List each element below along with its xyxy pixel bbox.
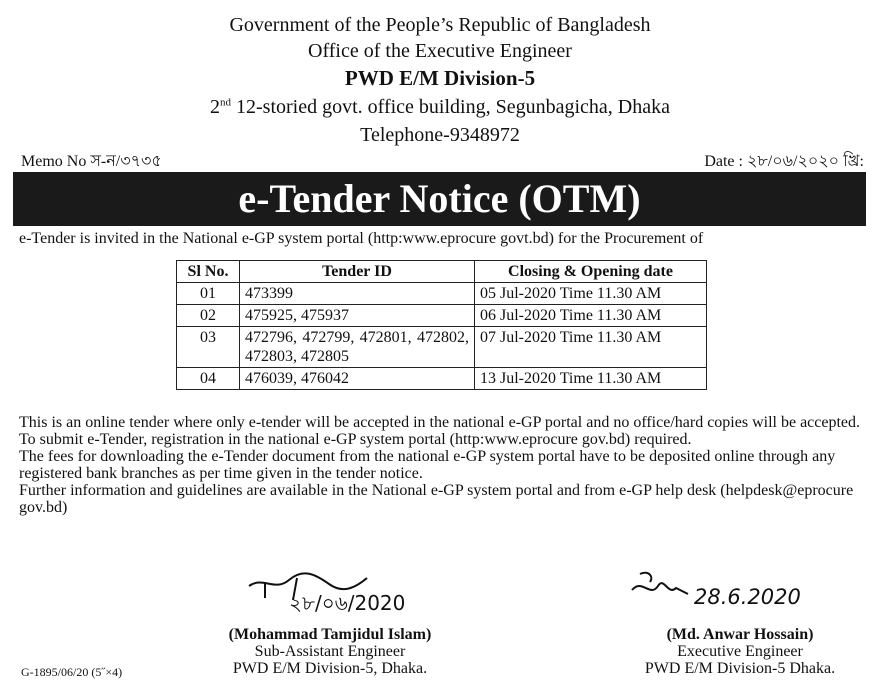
notice-banner: e-Tender Notice (OTM) — [13, 172, 866, 226]
left-signature — [245, 568, 425, 618]
notice-date: Date : ২৮/০৬/২০২০ খ্রি: — [704, 153, 864, 170]
cell-date: 05 Jul-2020 Time 11.30 AM — [475, 283, 707, 305]
footer-code: G-1895/06/20 (5˝×4) — [21, 665, 123, 679]
paragraph-registration: To submit e-Tender, registration in the national e-GP system portal (http:www.eprocure gov.bd) required. — [19, 431, 692, 448]
header-address — [0, 96, 880, 119]
col-sl: Sl No. — [177, 261, 240, 283]
paragraph-further-info: Further information and guidelines are available in the National e-GP system portal and from e-GP help desk (helpdesk@eprocure gov.bd) — [19, 482, 854, 516]
header-government: Government of the People’s Republic of Bangladesh — [229, 14, 651, 36]
signatory-left-title: Sub-Assistant Engineer — [254, 643, 406, 660]
col-date: Closing & Opening date — [475, 261, 707, 283]
cell-date: 06 Jul-2020 Time 11.30 AM — [475, 305, 707, 327]
intro-text: e-Tender is invited in the National e-GP system portal (http:www.eprocure govt.bd) for the Procurement of — [19, 230, 704, 247]
address-number: 2 — [210, 96, 220, 118]
cell-date: 07 Jul-2020 Time 11.30 AM — [475, 327, 707, 368]
right-signature-date: 28.6.2020 — [694, 585, 801, 609]
left-signature-date: ২৮/০৬/2020 — [289, 591, 406, 615]
header-telephone: Telephone-9348972 — [360, 124, 520, 146]
cell-sl: 02 — [177, 305, 240, 327]
cell-tender-id: 476039, 476042 — [240, 368, 475, 390]
cell-tender-id: 473399 — [240, 283, 475, 305]
table-row — [177, 305, 707, 327]
cell-sl: 03 — [177, 327, 240, 368]
cell-sl: 04 — [177, 368, 240, 390]
signatory-left-name: (Mohammad Tamjidul Islam) — [228, 626, 432, 643]
table-header-row — [177, 261, 707, 283]
signatory-right-title: Executive Engineer — [677, 643, 803, 660]
signatory-left-office: PWD E/M Division-5, Dhaka. — [232, 660, 428, 677]
signatory-left — [195, 626, 465, 677]
table-row — [177, 283, 707, 305]
address-text: 12-storied govt. office building, Segunbagicha, Dhaka — [231, 96, 670, 118]
paragraph-online-only: This is an online tender where only e-tender will be accepted in the national e-GP portal and no office/hard copies will be accepted. — [19, 414, 861, 431]
signatory-right-name: (Md. Anwar Hossain) — [666, 626, 814, 643]
col-tender-id: Tender ID — [240, 261, 475, 283]
table-row — [177, 368, 707, 390]
header-office: Office of the Executive Engineer — [308, 40, 572, 62]
signatory-right-office: PWD E/M Division-5 Dhaka. — [644, 660, 836, 677]
address-superscript: nd — [220, 96, 231, 109]
right-signature — [628, 568, 828, 618]
cell-tender-id: 475925, 475937 — [240, 305, 475, 327]
notice-body — [19, 414, 869, 516]
cell-sl: 01 — [177, 283, 240, 305]
memo-number: Memo No স-ন/৩৭৩৫ — [21, 153, 162, 170]
paragraph-fees: The fees for downloading the e-Tender document from the national e-GP system portal have to be deposited online through any registered bank branches as per time given in the tender notice. — [19, 448, 836, 482]
cell-tender-id: 472796, 472799, 472801, 472802, 472803, 472805 — [240, 327, 475, 368]
table-row — [177, 327, 707, 368]
signatory-right — [610, 626, 870, 677]
header-division: PWD E/M Division-5 — [344, 66, 536, 90]
tender-table — [176, 260, 707, 390]
cell-date: 13 Jul-2020 Time 11.30 AM — [475, 368, 707, 390]
